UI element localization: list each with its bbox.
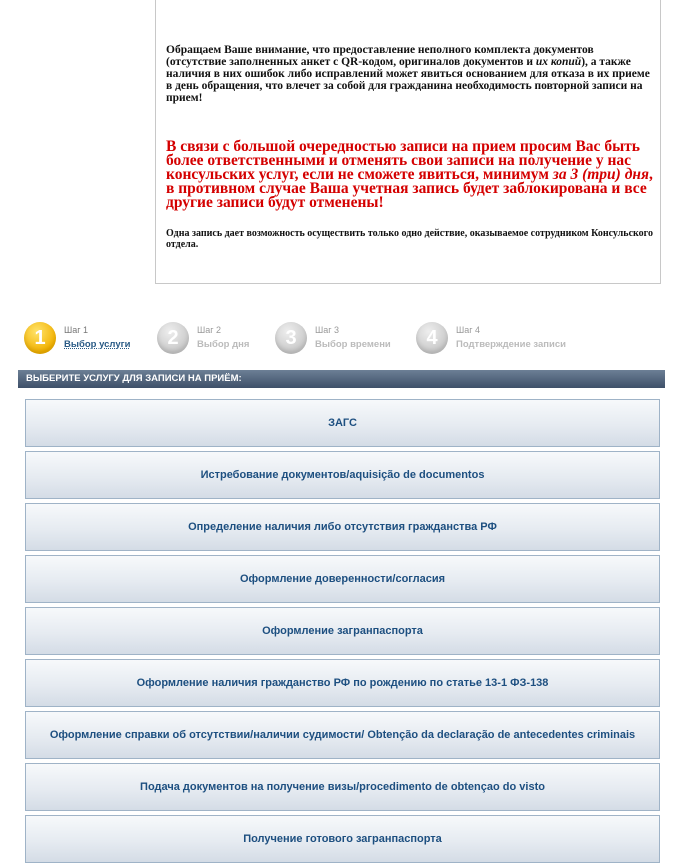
- service-visa-application-button[interactable]: Подача документов на получение визы/procedimento de obtençao do visto: [25, 763, 660, 811]
- step-4-number-icon: 4: [416, 322, 448, 354]
- step-2-number-icon: 2: [157, 322, 189, 354]
- service-passport-application-button[interactable]: Оформление загранпаспорта: [25, 607, 660, 655]
- step-1-label: Шаг 1: [64, 325, 89, 335]
- service-select-header: ВЫБЕРИТЕ УСЛУГУ ДЛЯ ЗАПИСИ НА ПРИЁМ:: [18, 370, 665, 388]
- step-4-label: Шаг 4: [456, 325, 481, 335]
- notice-panel: [155, 0, 661, 284]
- service-list: [25, 399, 660, 867]
- step-1-name[interactable]: Выбор услуги: [64, 339, 131, 350]
- notice-cancellation-warning: В связи с большой очередностью записи на прием просим Вас быть более ответственными и отменять свои записи на получение у нас консульских услуг, если не сможете явиться, минимум за 3 (три) дня, в противном случае Ваша учетная запись будет заблокирована и все другие записи будут отменены!: [166, 138, 653, 211]
- service-citizenship-check-button[interactable]: Определение наличия либо отсутствия гражданства РФ: [25, 503, 660, 551]
- service-passport-pickup-button[interactable]: Получение готового загранпаспорта: [25, 815, 660, 863]
- notice-one-action-text: Одна запись дает возможность осуществить только одно действие, оказываемое сотрудником Консульского отдела.: [166, 228, 653, 250]
- step-4-name: Подтверждение записи: [456, 339, 566, 350]
- service-criminal-record-button[interactable]: Оформление справки об отсутствии/наличии судимости/ Obtenção da declaração de antecedentes criminais: [25, 711, 660, 759]
- service-document-request-button[interactable]: Истребование документов/aquisição de documentos: [25, 451, 660, 499]
- step-3-name: Выбор времени: [315, 339, 391, 350]
- step-1-number-icon: 1: [24, 322, 56, 354]
- notice-documents-text: Обращаем Ваше внимание, что предоставление неполного комплекта документов (отсутствие заполненных анкет с QR-кодом, оригиналов документов и их копий), а также наличия в них ошибок либо исправлений может явиться основанием для отказа в их приеме в день обращения, что влечет за собой для гражданина необходимость повторной записи на прием!: [166, 44, 650, 104]
- step-2-name: Выбор дня: [197, 339, 250, 350]
- service-zags-button[interactable]: ЗАГС: [25, 399, 660, 447]
- step-2-label: Шаг 2: [197, 325, 222, 335]
- booking-steps: [0, 320, 675, 360]
- step-3-number-icon: 3: [275, 322, 307, 354]
- step-3-label: Шаг 3: [315, 325, 340, 335]
- service-power-of-attorney-button[interactable]: Оформление доверенности/согласия: [25, 555, 660, 603]
- service-citizenship-by-birth-button[interactable]: Оформление наличия гражданство РФ по рождению по статье 13-1 ФЗ-138: [25, 659, 660, 707]
